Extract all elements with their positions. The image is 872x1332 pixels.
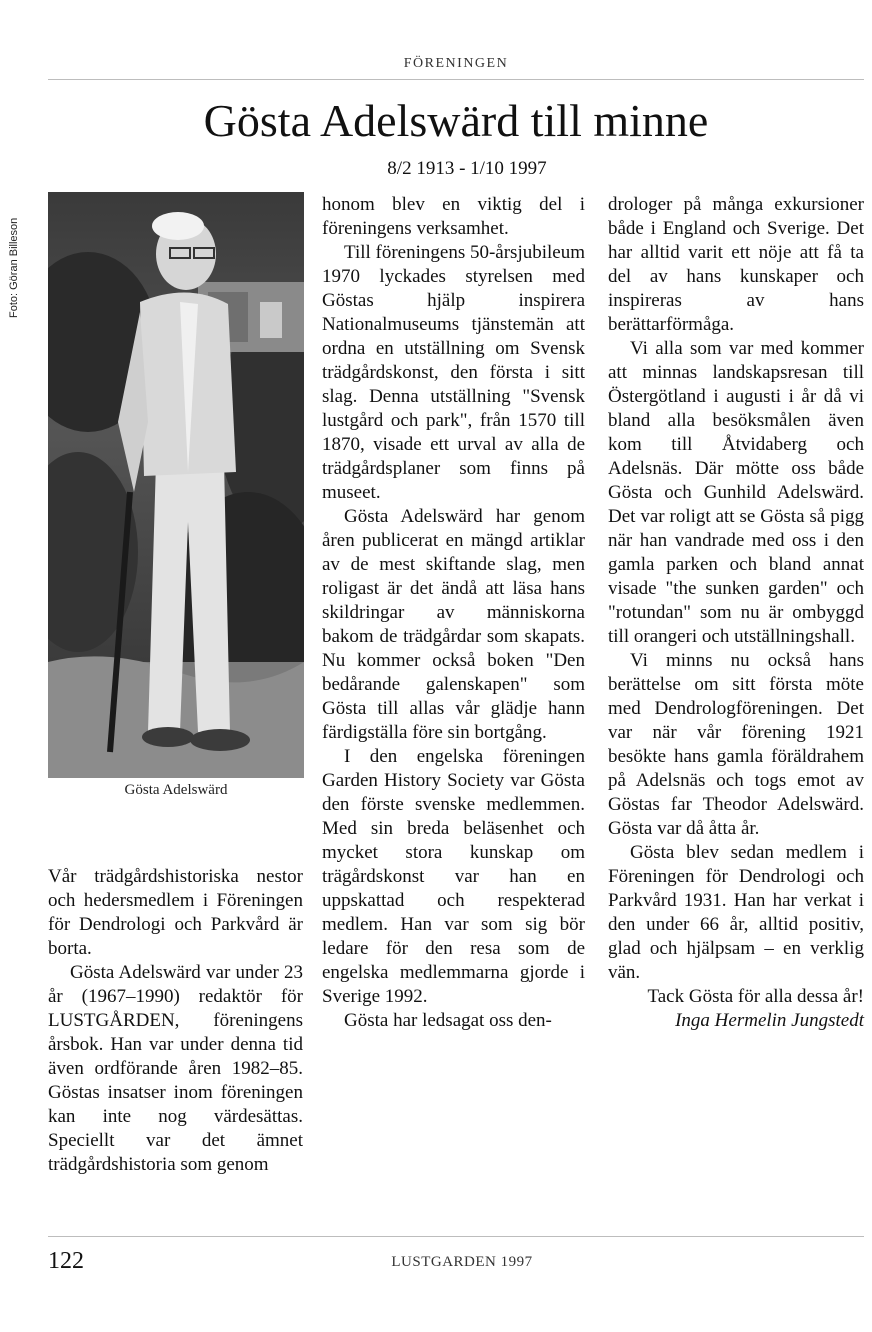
- photo-credit: Foto: Göran Billeson: [8, 217, 20, 318]
- paragraph: Vi minns nu också hans berättelse om sitt första möte med Dendrologföreningen. Det var när vår förening 1921 besökte hans gamla föräldrahem på Adelsnäs och togs emot av Göstas far Theodor Adelswärd. Gösta var då åtta år.: [608, 650, 864, 839]
- portrait-photo: [48, 192, 304, 778]
- paragraph: I den engelska föreningen Garden History Society var Gösta den förste svenske medlemmen. Med sin breda beläsenhet och mycket stora kunskap om trägårdskonst var han en uppskattad och respekterad medlem. Han var som sig bör ledare för den resa som de engelska medlemmarna gjorde i Sverige 1992.: [322, 746, 585, 1007]
- paragraph: honom blev en viktig del i föreningens verksamhet.: [322, 194, 585, 239]
- page-number: 122: [48, 1248, 84, 1274]
- paragraph: Gösta har ledsagat oss den-: [344, 1010, 552, 1031]
- portrait-photo-illustration: [48, 192, 304, 778]
- author-signature: Inga Hermelin Jungstedt: [675, 1010, 864, 1031]
- paragraph: Gösta Adelswärd har genom åren publicerat en mängd artiklar av de mest skiftande slag, men roligast är det ändå att läsa hans skildringar av människorna bakom de trädgårdar som skapats. Nu kommer också boken "Den bedårande galenskapen" som Gösta till allas vår glädje hann färdigställa före sin bortgång.: [322, 506, 585, 743]
- photo-caption: Gösta Adelswärd: [124, 782, 228, 798]
- paragraph: Vår trädgårdshistoriska nestor och hedersmedlem i Föreningen för Dendrologi och Parkvård är borta.: [48, 866, 303, 959]
- section-header: FÖRENINGEN: [403, 56, 509, 71]
- paragraph: Gösta blev sedan medlem i Föreningen för Dendrologi och Parkvård 1931. Han har verkat i den under 66 år, alltid positiv, glad och hjälpsam – en verklig vän.: [608, 842, 864, 983]
- header-rule: [48, 79, 864, 80]
- article-title: Gösta Adelswärd till minne: [203, 95, 709, 146]
- article-dates: 8/2 1913 - 1/10 1997: [387, 158, 547, 179]
- text-column-1: [48, 865, 303, 1177]
- publication-footer: LUSTGARDEN 1997: [391, 1254, 533, 1270]
- paragraph: Till föreningens 50-årsjubileum 1970 lyckades styrelsen med Göstas hjälp inspirera Nationalmuseums tjänstemän att ordna en utställning om Svensk trädgårdskonst, den första i sitt slag. Denna utställning "Svensk lustgård och park", från 1570 till 1870, visade ett urval av alla de trädgårdsplaner som finns på museet.: [322, 242, 585, 503]
- text-column-2: [322, 193, 585, 1033]
- paragraph: drologer på många exkursioner både i England och Sverige. Det har alltid varit ett nöje att få ta del av hans kunskaper och inspireras av hans berättarförmåga.: [608, 194, 864, 335]
- signoff: Tack Gösta för alla dessa år!: [647, 986, 864, 1007]
- paragraph: Gösta Adelswärd var under 23 år (1967–1990) redaktör för LUSTGÅRDEN, föreningens årsbok. Han var under denna tid även ordförande åren 1982–85. Göstas insatser inom föreningen kan inte nog värdesättas. Speciellt var det ämnet trädgårdshistoria som genom: [48, 962, 303, 1175]
- paragraph: Vi alla som var med kommer att minnas landskapsresan till Östergötland i augusti i år då vi bland alla besöksmålen även kom till Åtvidaberg och Adelsnäs. Där mötte oss både Gösta och Gunhild Adelswärd. Det var roligt att se Gösta så pigg när han vandrade med oss i den gamla parken och bland annat visade "the sunken garden" och "rotundan" som nu är ombyggd till orangeri och utställningshall.: [608, 338, 864, 647]
- footer-rule: [48, 1236, 864, 1237]
- text-column-3: [608, 193, 864, 1033]
